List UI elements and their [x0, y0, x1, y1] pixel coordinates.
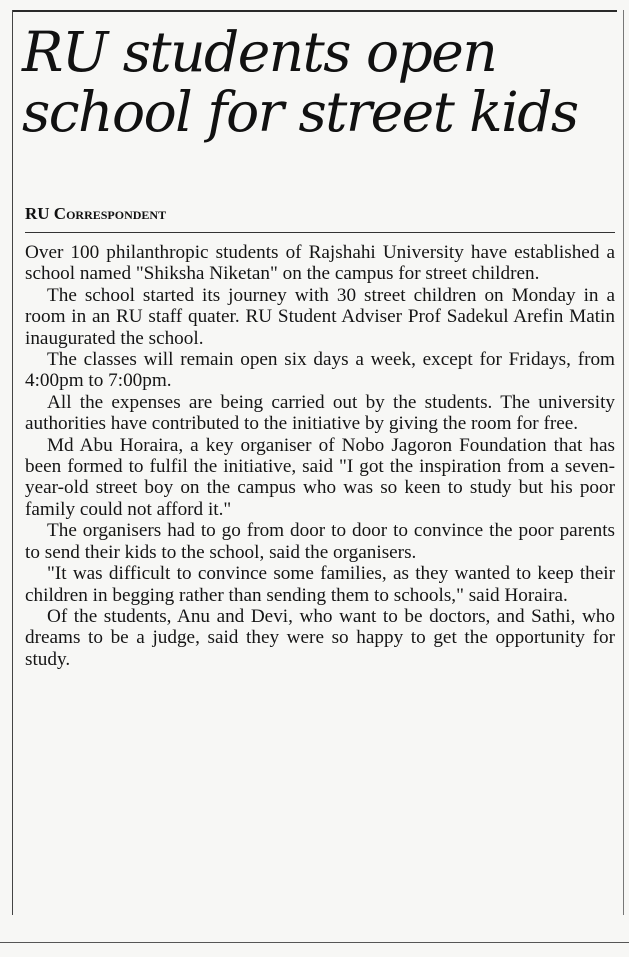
bottom-rule [0, 942, 629, 943]
right-column-rule [623, 10, 624, 915]
paragraph: The organisers had to go from door to door to convince the poor parents to send their kids to the school, said the organisers. [25, 520, 615, 563]
headline: RU students open school for street kids [22, 20, 578, 144]
paragraph: Of the students, Anu and Devi, who want to be doctors, and Sathi, who dreams to be a judge, said they were so happy to get the opportunity for study. [25, 605, 615, 670]
paragraph: Over 100 philanthropic students of Rajshahi University have established a school named "Shiksha Niketan" on the campus for street children. [25, 242, 615, 285]
paragraph: The classes will remain open six days a week, except for Fridays, from 4:00pm to 7:00pm. [25, 349, 615, 392]
left-column-rule [12, 10, 13, 915]
paragraph: The school started its journey with 30 street children on Monday in a room in an RU staff quater. RU Student Adviser Prof Sadekul Arefin Matin inaugurated the school. [25, 284, 615, 349]
paragraph: All the expenses are being carried out by the students. The university authorities have contributed to the initiative by giving the room for free. [25, 391, 615, 435]
paragraph: "It was difficult to convince some families, as they wanted to keep their children in begging rather than sending them to schools," said Horaira. [25, 563, 615, 606]
article-body [25, 242, 615, 670]
paragraph: Md Abu Horaira, a key organiser of Nobo Jagoron Foundation that has been formed to fulfil the initiative, said "I got the inspiration from a seven-year-old street boy on the campus who was so keen to study but his poor family could not afford it." [25, 434, 615, 520]
byline: RU Correspondent [25, 204, 167, 223]
top-rule [12, 10, 617, 12]
byline-rule [25, 232, 615, 233]
